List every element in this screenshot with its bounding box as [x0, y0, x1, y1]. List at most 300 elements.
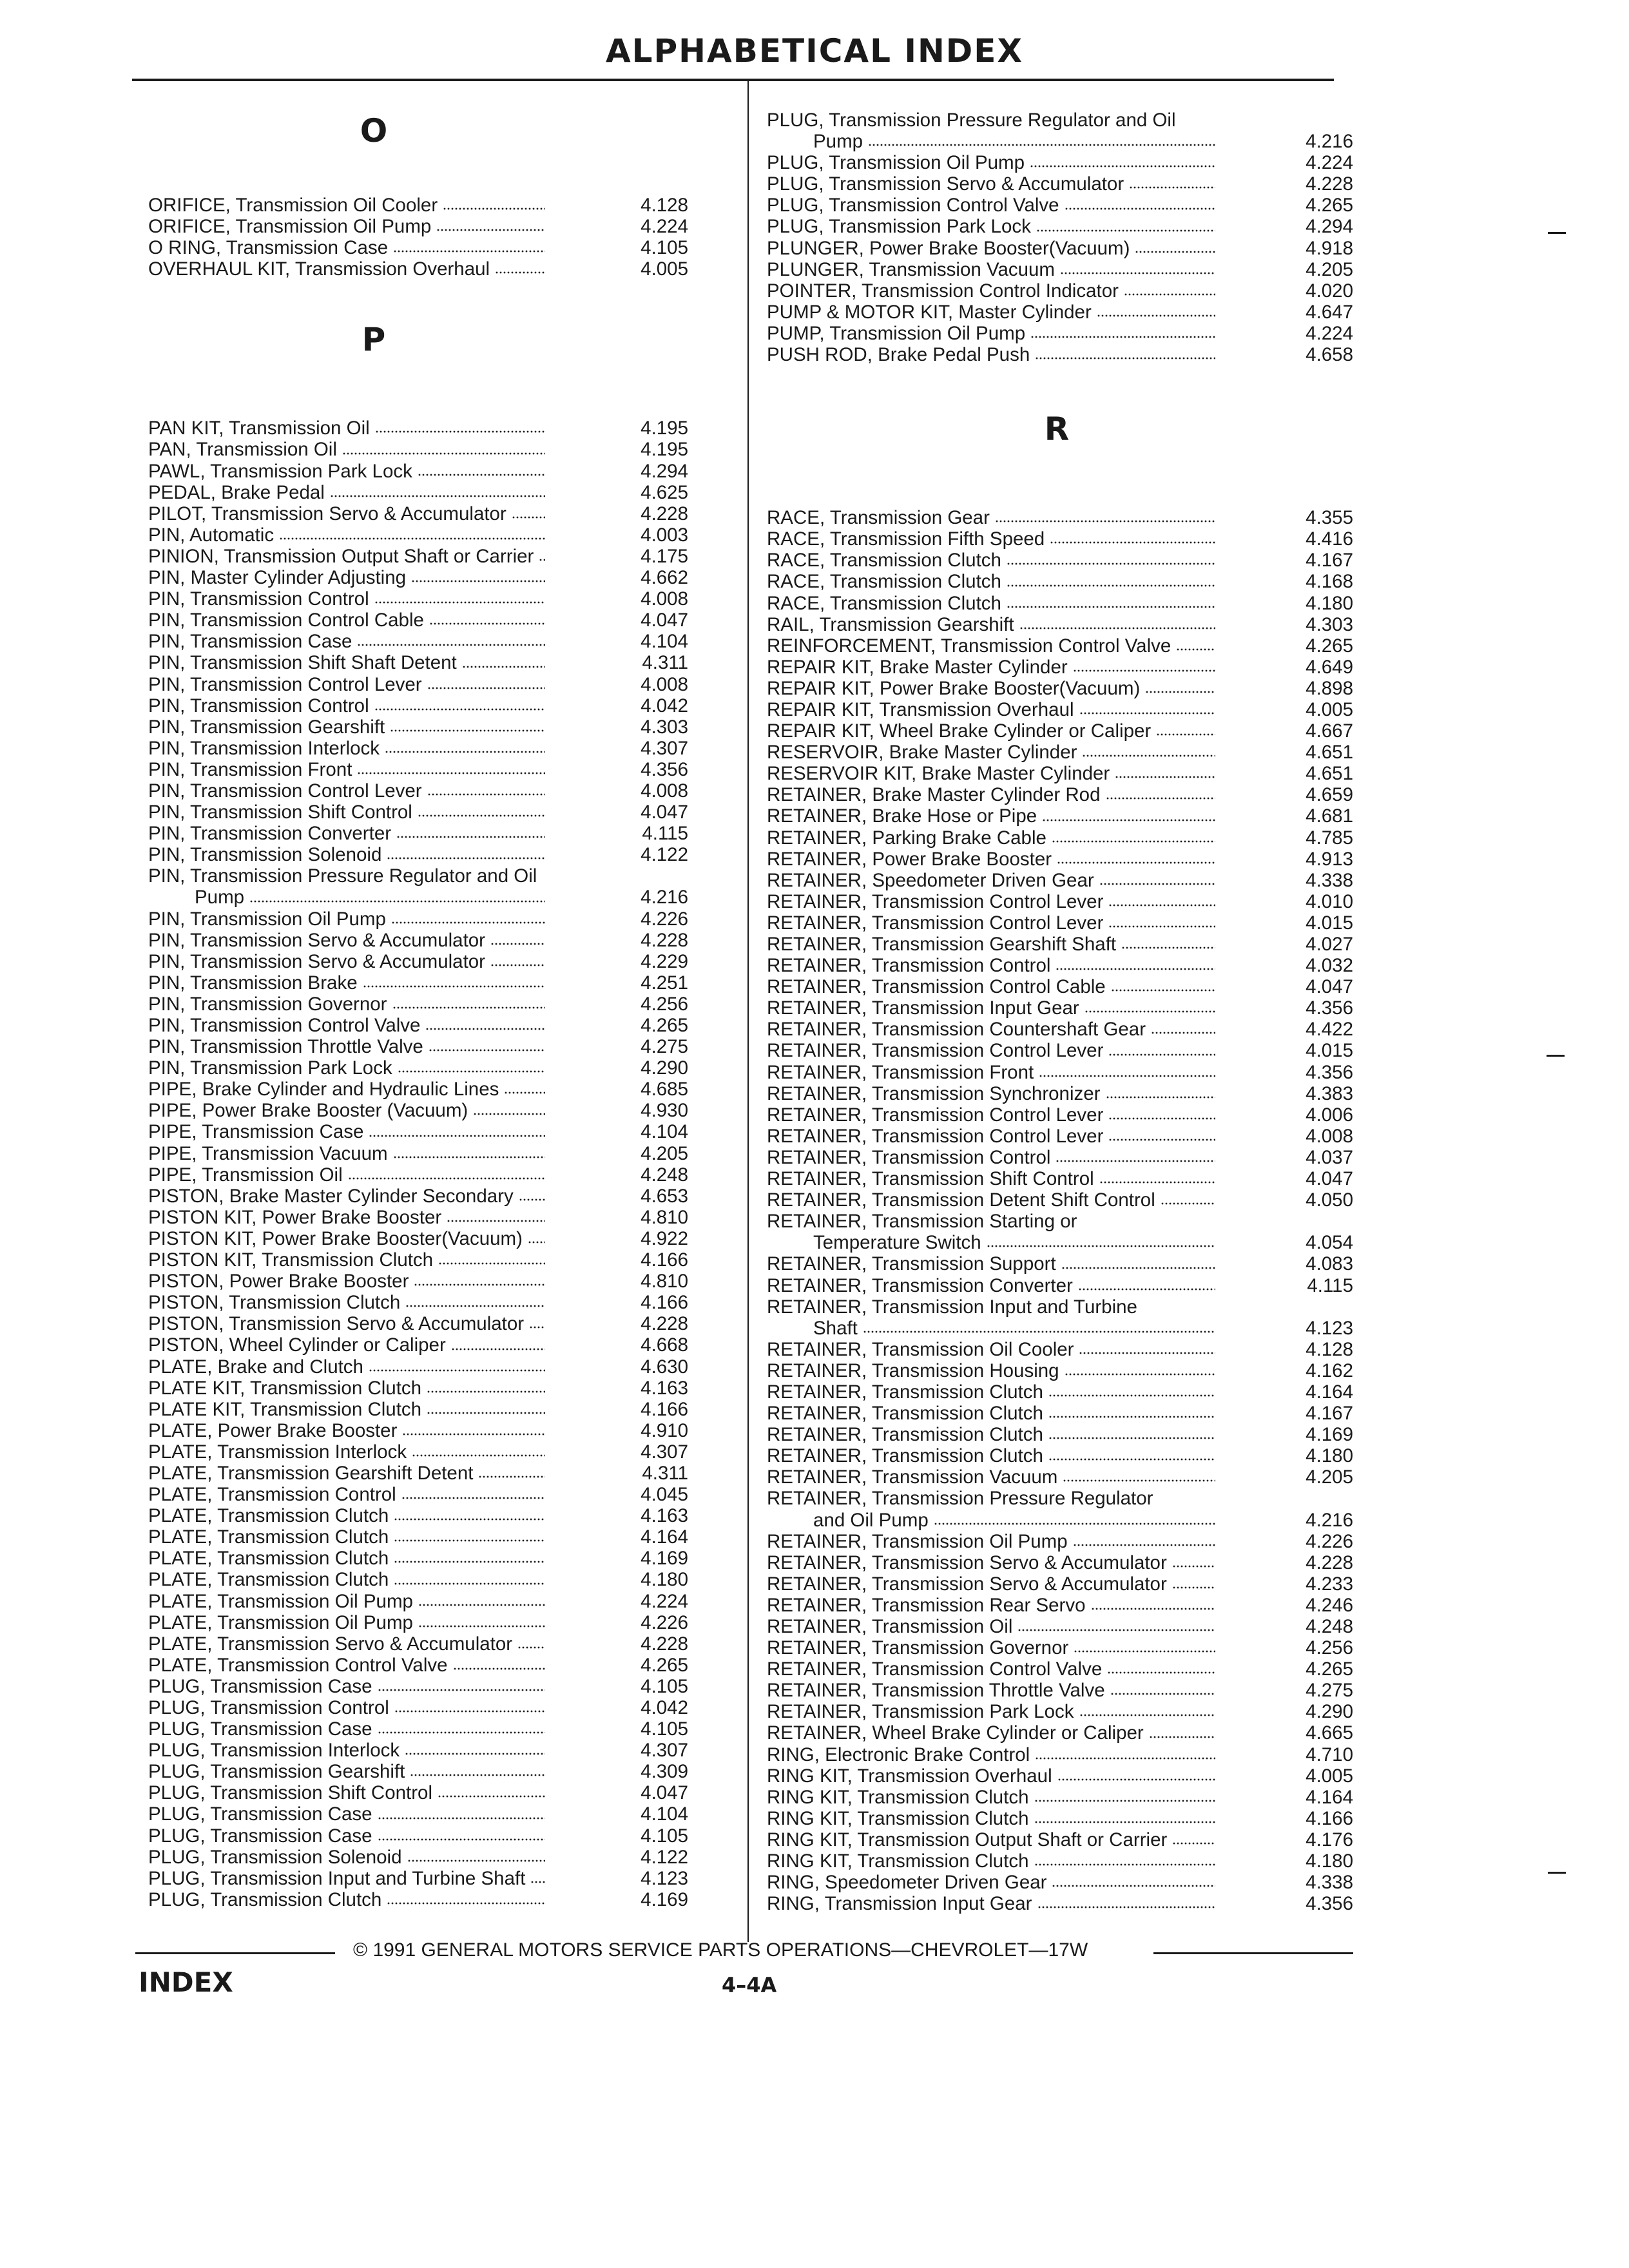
index-entry-row: [767, 763, 1353, 784]
dot-leader: [438, 1260, 545, 1265]
index-entry-row: [767, 1403, 1353, 1424]
index-entry-label: RETAINER, Transmission Control Lever: [767, 1125, 1104, 1147]
index-entry-row: [148, 1441, 688, 1463]
index-entry-code: 4.162: [1306, 1360, 1353, 1381]
dot-leader: [517, 1644, 545, 1649]
dot-leader: [348, 1175, 545, 1180]
index-entry-label: PIN, Transmission Pressure Regulator and Oil: [148, 865, 537, 887]
index-entry-label: PINION, Transmission Output Shaft or Carrier: [148, 545, 534, 567]
index-entry-row: [148, 1015, 688, 1036]
index-entry-label: OVERHAUL KIT, Transmission Overhaul: [148, 258, 490, 280]
index-entry-label: PLATE, Transmission Control Valve: [148, 1654, 448, 1676]
index-entry-label: PUMP, Transmission Oil Pump: [767, 322, 1026, 344]
index-entry: [767, 1872, 1353, 1893]
dot-leader: [436, 227, 545, 232]
index-entry-row: [767, 827, 1353, 849]
index-entry: [767, 1616, 1353, 1637]
dot-leader: [1034, 1861, 1215, 1867]
index-entry: [148, 972, 688, 994]
index-entry-code: 4.123: [1306, 1317, 1353, 1339]
index-entry-row: [148, 1633, 688, 1655]
index-entry-label: PLUG, Transmission Case: [148, 1675, 372, 1697]
index-entry: [148, 418, 688, 439]
index-entry-row: [767, 238, 1353, 259]
index-entry: [767, 635, 1353, 657]
index-entry-label: RETAINER, Transmission Control Lever: [767, 1104, 1104, 1126]
dot-leader: [1052, 1883, 1215, 1888]
index-entry-row: [767, 955, 1353, 976]
index-entry: [767, 1168, 1353, 1189]
index-entry: [148, 1803, 688, 1825]
index-entry-continuation: Shaft: [813, 1317, 858, 1339]
index-entry-row: [767, 678, 1353, 699]
dot-leader: [374, 599, 545, 604]
dot-leader: [1111, 987, 1215, 992]
dot-leader: [1149, 1734, 1215, 1739]
index-entry-label: PLATE KIT, Transmission Clutch: [148, 1398, 422, 1420]
dot-leader: [1099, 881, 1215, 886]
index-entry-code: 4.307: [641, 737, 688, 759]
index-entry-row: [767, 1808, 1353, 1829]
dot-leader: [1048, 1414, 1215, 1419]
index-entry-label: RESERVOIR, Brake Master Cylinder: [767, 742, 1077, 764]
dot-leader: [1084, 1008, 1215, 1014]
index-entry-label: RETAINER, Transmission Control Valve: [767, 1658, 1103, 1680]
index-entry-label: PLATE, Brake and Clutch: [148, 1356, 363, 1378]
index-entry-code: 4.164: [1306, 1381, 1353, 1403]
index-entry-list: [767, 110, 1353, 365]
dot-leader: [357, 770, 545, 775]
index-entry-code: 4.229: [641, 950, 688, 972]
index-entry-label: PLUG, Transmission Interlock: [148, 1740, 400, 1762]
dot-leader: [378, 1836, 545, 1841]
index-entry: [767, 805, 1353, 827]
index-entry-label: RETAINER, Transmission Park Lock: [767, 1701, 1074, 1723]
index-entry-row: [767, 528, 1353, 550]
index-entry-row: [148, 588, 688, 610]
index-entry-code: 4.248: [641, 1164, 688, 1186]
index-entry: [148, 546, 688, 567]
index-entry-row: [148, 652, 688, 673]
index-entry-row: [148, 503, 688, 524]
index-entry-row: [767, 507, 1353, 528]
index-entry-label: RETAINER, Transmission Input Gear: [767, 997, 1079, 1019]
index-entry: [148, 1100, 688, 1121]
index-entry: [767, 1062, 1353, 1083]
index-entry-row: [767, 912, 1353, 934]
index-entry-code: 4.176: [1306, 1829, 1353, 1850]
index-entry-continuation: and Oil Pump: [813, 1509, 929, 1531]
index-entry-label: REINFORCEMENT, Transmission Control Valve: [767, 635, 1171, 657]
index-entry-label: REPAIR KIT, Wheel Brake Cylinder or Caliper: [767, 720, 1152, 742]
dot-leader: [394, 1559, 545, 1564]
index-entry: [767, 1104, 1353, 1126]
index-entry-label: RAIL, Transmission Gearshift: [767, 613, 1014, 635]
index-entry: [767, 1083, 1353, 1104]
index-entry: [148, 195, 688, 216]
index-entry-label: PLUG, Transmission Clutch: [148, 1888, 382, 1910]
index-entry: [767, 763, 1353, 784]
dot-leader: [412, 1452, 545, 1457]
index-entry-label: RING, Transmission Input Gear: [767, 1893, 1032, 1915]
index-entry: [148, 716, 688, 738]
index-entry: [767, 1680, 1353, 1701]
dot-leader: [1048, 1392, 1215, 1398]
index-entry-code: 4.128: [641, 195, 688, 216]
index-entry-code: 4.810: [641, 1206, 688, 1228]
index-entry: [767, 550, 1353, 571]
index-entry-label: PLATE, Transmission Oil Pump: [148, 1590, 413, 1612]
index-entry-label: PUMP & MOTOR KIT, Master Cylinder: [767, 301, 1092, 323]
index-entry-row: [767, 302, 1353, 323]
index-entry-code: 4.167: [1306, 550, 1353, 572]
index-entry-row: [148, 1249, 688, 1271]
index-entry-label: PIPE, Power Brake Booster (Vacuum): [148, 1100, 468, 1122]
index-entry-label: PIN, Transmission Front: [148, 758, 352, 780]
index-entry: [767, 195, 1353, 216]
section-letter-r: R: [1044, 410, 1070, 448]
index-entry-label: PLATE, Transmission Clutch: [148, 1569, 389, 1591]
index-entry-label: RACE, Transmission Clutch: [767, 550, 1001, 572]
index-entry: [148, 1868, 688, 1889]
index-entry-row: [148, 780, 688, 802]
index-entry: [767, 173, 1353, 195]
index-entry: [767, 1744, 1353, 1765]
dot-leader: [1030, 334, 1215, 339]
index-entry-label: RETAINER, Transmission Gearshift Shaft: [767, 934, 1117, 955]
index-entry-label: RING KIT, Transmission Clutch: [767, 1850, 1029, 1872]
index-entry-label: ORIFICE, Transmission Oil Pump: [148, 216, 432, 238]
index-entry-row: [767, 344, 1353, 365]
index-entry: [148, 1271, 688, 1292]
index-entry-row: [148, 1655, 688, 1676]
index-entry-row: [767, 1275, 1353, 1296]
index-entry-label: PLUG, Transmission Case: [148, 1825, 372, 1847]
dot-leader: [410, 1772, 545, 1777]
index-entry-code: 4.166: [641, 1249, 688, 1271]
index-entry-label: PIN, Transmission Control: [148, 588, 369, 610]
dot-leader: [863, 1329, 1215, 1334]
dot-leader: [451, 1346, 545, 1351]
footer-copyright: © 1991 GENERAL MOTORS SERVICE PARTS OPERATIONS—CHEVROLET—17W: [353, 1939, 1088, 1961]
index-entry-code: 4.668: [641, 1334, 688, 1356]
index-entry-label: PLATE, Transmission Interlock: [148, 1441, 407, 1463]
index-entry: [148, 610, 688, 631]
index-entry-row: [767, 1147, 1353, 1168]
index-entry-row: [148, 823, 688, 844]
dot-leader: [427, 791, 545, 796]
index-entry-row: [767, 323, 1353, 344]
index-entry-label: RACE, Transmission Clutch: [767, 571, 1001, 593]
index-entry-row: [148, 1569, 688, 1590]
index-entry-code: 4.226: [1306, 1530, 1353, 1552]
index-entry-row: [767, 934, 1353, 955]
dot-leader: [402, 1431, 545, 1436]
index-entry-row: [767, 1893, 1353, 1914]
index-entry-code: 4.104: [641, 631, 688, 653]
index-entry-row: [148, 1079, 688, 1100]
index-entry-label: PLATE, Transmission Gearshift Detent: [148, 1462, 474, 1484]
index-entry-row: [767, 280, 1353, 302]
index-entry-code: 4.918: [1306, 237, 1353, 259]
index-entry: [767, 849, 1353, 870]
index-entry-code: 4.898: [1306, 677, 1353, 699]
index-entry-code: 4.216: [641, 887, 688, 908]
index-entry-code: 4.233: [1306, 1573, 1353, 1595]
dot-leader: [405, 1303, 545, 1308]
index-entry: [767, 528, 1353, 550]
index-entry-label: PEDAL, Brake Pedal: [148, 481, 325, 503]
index-entry-code: 4.105: [641, 1675, 688, 1697]
index-entry-label: RETAINER, Transmission Governor: [767, 1637, 1069, 1659]
dot-leader: [1048, 1435, 1215, 1440]
index-entry: [767, 302, 1353, 323]
index-entry-code: 4.005: [1306, 698, 1353, 720]
index-entry-row: [148, 908, 688, 930]
index-entry: [767, 1552, 1353, 1573]
dot-leader: [462, 664, 545, 669]
index-entry-label: RING, Speedometer Driven Gear: [767, 1872, 1047, 1894]
index-entry-label: PIN, Automatic: [148, 524, 275, 546]
index-column-left: [148, 110, 688, 1910]
dot-leader: [411, 578, 545, 583]
index-entry-code: 4.195: [641, 439, 688, 461]
index-entry-label: PISTON, Wheel Cylinder or Caliper: [148, 1334, 446, 1356]
index-entry-row: [148, 1463, 688, 1484]
index-entry: [148, 652, 688, 673]
index-entry: [148, 1505, 688, 1526]
index-entry: [148, 1591, 688, 1612]
index-entry: [148, 1740, 688, 1761]
index-entry-code: 4.010: [1306, 890, 1353, 912]
index-entry-row: [148, 1143, 688, 1164]
index-entry: [148, 951, 688, 972]
index-entry: [767, 678, 1353, 699]
index-entry-label: PIN, Transmission Gearshift: [148, 716, 385, 738]
index-entry-label: PIN, Master Cylinder Adjusting: [148, 567, 407, 589]
index-entry-label: PIN, Transmission Servo & Accumulator: [148, 950, 485, 972]
index-entry-code: 4.020: [1306, 280, 1353, 302]
index-entry-label: PLUG, Transmission Control Valve: [767, 195, 1059, 216]
dot-leader: [391, 919, 545, 925]
index-entry-label: POINTER, Transmission Control Indicator: [767, 280, 1119, 302]
footer-rule-left: [135, 1952, 335, 1954]
dot-leader: [495, 269, 545, 274]
index-entry-label: REPAIR KIT, Transmission Overhaul: [767, 698, 1074, 720]
index-entry-row: [148, 1868, 688, 1889]
index-entry: [767, 1381, 1353, 1403]
index-entry-row: [767, 997, 1353, 1019]
index-entry-label: PILOT, Transmission Servo & Accumulator: [148, 503, 506, 524]
index-entry-label: RETAINER, Brake Master Cylinder Rod: [767, 784, 1101, 806]
dot-leader: [414, 1282, 545, 1287]
index-entry-row: [148, 1036, 688, 1057]
index-entry-label: PIN, Transmission Shift Shaft Detent: [148, 652, 457, 674]
index-entry-row: [767, 1701, 1353, 1722]
index-entry-code: 4.122: [641, 1846, 688, 1868]
index-entry-label: PAWL, Transmission Park Lock: [148, 460, 412, 482]
index-entry-row: [767, 1424, 1353, 1445]
index-entry-row: [148, 195, 688, 216]
dot-leader: [1108, 1052, 1215, 1057]
index-entry-row: [148, 802, 688, 823]
index-entry-row: [148, 1164, 688, 1186]
index-entry-label: PIN, Transmission Servo & Accumulator: [148, 929, 485, 951]
index-entry: [767, 1595, 1353, 1616]
dot-leader: [473, 1111, 545, 1116]
index-entry-label: RETAINER, Transmission Clutch: [767, 1381, 1043, 1403]
index-entry-row: [148, 258, 688, 280]
index-entry: [148, 1164, 688, 1186]
index-entry: [767, 1040, 1353, 1061]
index-entry-row: [767, 657, 1353, 678]
index-entry: [148, 1782, 688, 1803]
index-entry-code: 4.167: [1306, 1403, 1353, 1425]
index-entry-label: RETAINER, Transmission Clutch: [767, 1445, 1043, 1467]
index-column-right: [767, 110, 1353, 1914]
index-entry-row: [148, 1420, 688, 1441]
index-entry-label: REPAIR KIT, Brake Master Cylinder: [767, 656, 1068, 678]
index-entry: [148, 695, 688, 716]
index-entry: [767, 955, 1353, 976]
index-entry-code: 4.913: [1306, 848, 1353, 870]
index-entry-row: [148, 461, 688, 482]
index-entry-row: [148, 1271, 688, 1292]
index-entry-label: RETAINER, Transmission Shift Control: [767, 1168, 1094, 1190]
dot-leader: [1007, 561, 1215, 566]
index-entry-row: [148, 738, 688, 759]
index-entry-row: [148, 546, 688, 567]
index-entry-code: 4.256: [1306, 1637, 1353, 1659]
index-entry-row: [148, 1378, 688, 1399]
index-entry-row: [148, 1228, 688, 1249]
index-entry-code: 4.164: [641, 1526, 688, 1548]
index-entry-code: 4.224: [641, 1590, 688, 1612]
margin-mark: [1548, 232, 1566, 234]
dot-leader: [369, 1133, 545, 1138]
index-entry-row: [148, 1718, 688, 1740]
index-entry-code: 4.032: [1306, 955, 1353, 977]
index-entry-label: PLUG, Transmission Park Lock: [767, 216, 1031, 238]
index-entry-code: 4.045: [641, 1484, 688, 1506]
index-entry-label: PISTON KIT, Power Brake Booster: [148, 1206, 442, 1228]
index-entry-row: [148, 887, 688, 908]
index-entry-label: RETAINER, Transmission Oil: [767, 1616, 1013, 1637]
dot-leader: [418, 1623, 545, 1628]
dot-leader: [393, 248, 545, 253]
dot-leader: [1135, 249, 1215, 254]
index-entry-code: 4.416: [1306, 528, 1353, 550]
dot-leader: [407, 1858, 545, 1863]
dot-leader: [453, 1666, 545, 1671]
index-entry: [148, 738, 688, 759]
index-entry-row: [148, 631, 688, 652]
index-entry-label: PLATE KIT, Transmission Clutch: [148, 1377, 422, 1399]
index-entry-code: 4.169: [1306, 1424, 1353, 1446]
index-entry-row: [148, 1761, 688, 1782]
index-entry: [148, 1292, 688, 1313]
dot-leader: [1078, 1286, 1215, 1291]
index-entry: [767, 1211, 1353, 1253]
index-entry: [148, 1036, 688, 1057]
index-entry-row: [767, 1445, 1353, 1466]
index-entry-code: 4.356: [1306, 997, 1353, 1019]
index-entry-row: [767, 1040, 1353, 1061]
index-entry-row: [148, 1889, 688, 1910]
dot-leader: [1107, 1669, 1215, 1675]
index-entry-label: PLUG, Transmission Control: [148, 1697, 389, 1718]
dot-leader: [392, 1004, 545, 1010]
index-entry: [148, 1228, 688, 1249]
index-entry-code: 4.309: [641, 1761, 688, 1783]
dot-leader: [1073, 1542, 1215, 1547]
index-entry-label: PIN, Transmission Governor: [148, 993, 387, 1015]
index-entry-code: 4.105: [641, 237, 688, 259]
index-entry: [148, 461, 688, 482]
dot-leader: [401, 1495, 545, 1500]
index-entry-row: [148, 1292, 688, 1313]
index-entry: [767, 1339, 1353, 1360]
dot-leader: [378, 1687, 545, 1692]
index-entry-row: [148, 1100, 688, 1121]
index-entry: [148, 567, 688, 588]
dot-leader: [1063, 1477, 1215, 1483]
index-entry-row: [767, 1019, 1353, 1040]
index-entry-label: RING KIT, Transmission Output Shaft or Carrier: [767, 1829, 1168, 1850]
index-entry-row: [148, 1591, 688, 1612]
index-entry: [767, 934, 1353, 955]
index-entry: [767, 1445, 1353, 1466]
dot-leader: [447, 1218, 545, 1223]
dot-leader: [1007, 582, 1215, 588]
dot-leader: [1037, 1904, 1215, 1909]
index-entry: [767, 1850, 1353, 1872]
index-entry-code: 4.647: [1306, 301, 1353, 323]
index-entry-label: PIN, Transmission Throttle Valve: [148, 1036, 423, 1058]
index-entry: [148, 1548, 688, 1569]
index-entry-code: 4.115: [642, 823, 688, 845]
index-entry: [148, 1143, 688, 1164]
index-entry-code: 4.205: [641, 1142, 688, 1164]
index-entry-row: [767, 1232, 1353, 1253]
index-entry-row: [148, 1484, 688, 1505]
index-entry: [767, 997, 1353, 1019]
dot-leader: [398, 1068, 545, 1073]
index-entry-label: RETAINER, Transmission Oil Pump: [767, 1530, 1068, 1552]
index-entry-code: 4.166: [641, 1292, 688, 1314]
index-entry-label: RETAINER, Transmission Control Lever: [767, 1040, 1104, 1062]
index-entry-code: 4.356: [1306, 1893, 1353, 1915]
index-entry: [148, 1484, 688, 1505]
index-entry: [767, 507, 1353, 528]
dot-leader: [1034, 1819, 1215, 1824]
index-entry-code: 4.228: [641, 929, 688, 951]
dot-leader: [1007, 604, 1215, 609]
index-entry: [767, 216, 1353, 237]
index-entry-code: 4.290: [641, 1057, 688, 1079]
title-rule: [132, 79, 1334, 81]
index-entry-row: [767, 614, 1353, 635]
index-entry-code: 4.054: [1306, 1232, 1353, 1254]
dot-leader: [1079, 1712, 1216, 1717]
dot-leader: [1108, 902, 1215, 907]
index-entry-code: 4.251: [641, 972, 688, 994]
index-entry-code: 4.224: [1306, 152, 1353, 174]
index-entry-label: RING, Electronic Brake Control: [767, 1744, 1030, 1765]
index-entry: [767, 593, 1353, 614]
dot-leader: [342, 450, 545, 456]
index-entry: [148, 1697, 688, 1718]
